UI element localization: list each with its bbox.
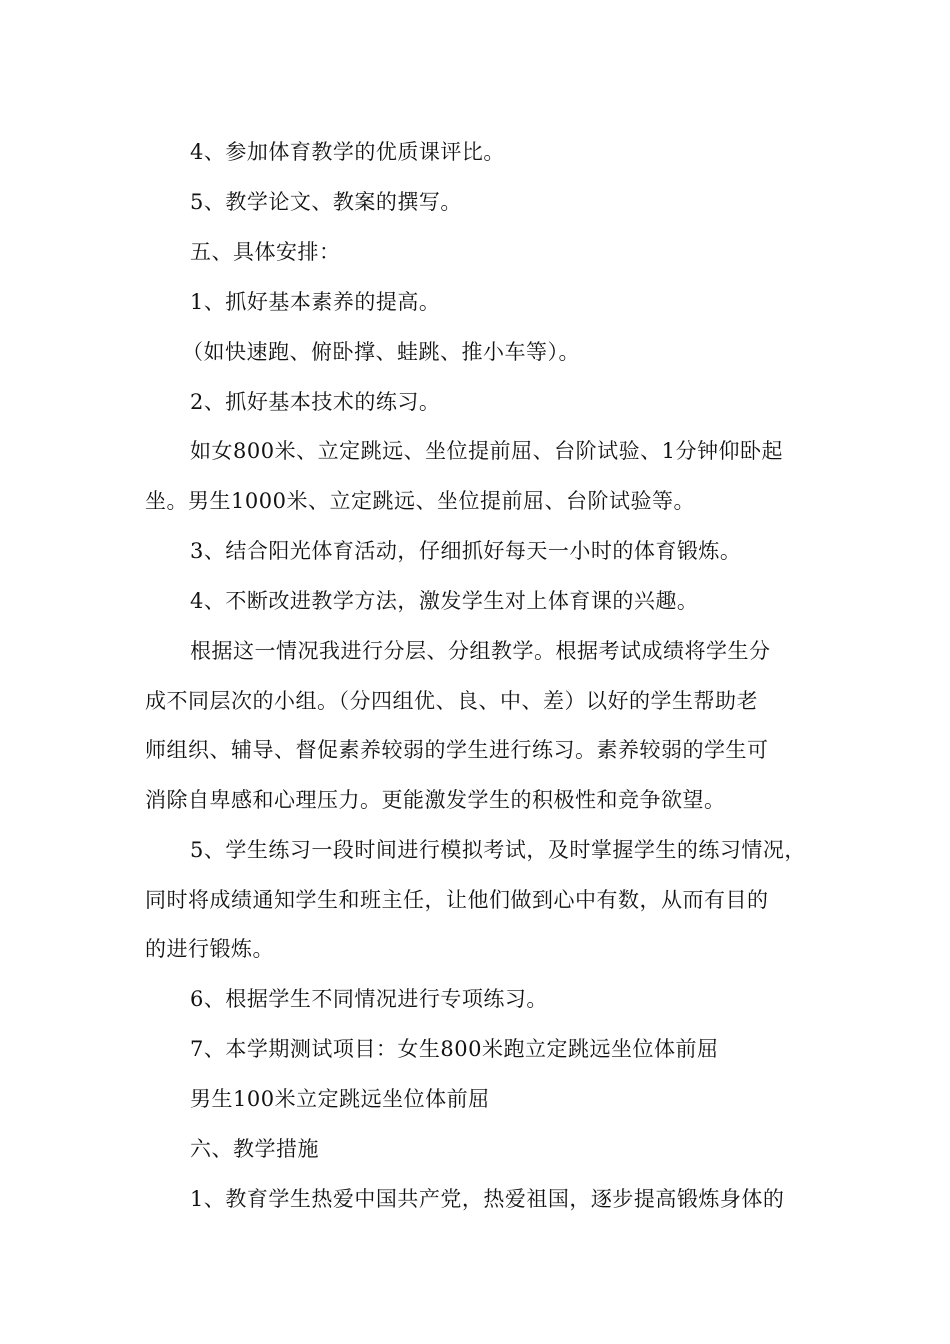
text-line-8: 坐。男生1000米、立定跳远、坐位提前屈、台阶试验等。	[145, 489, 695, 513]
text-line-12: 成不同层次的小组。（分四组优、良、中、差）以好的学生帮助老	[145, 689, 758, 713]
text-line-16: 同时将成绩通知学生和班主任，让他们做到心中有数，从而有目的	[145, 888, 769, 912]
text-line-7: 如女800米、立定跳远、坐位提前屈、台阶试验、1分钟仰卧起	[190, 439, 783, 463]
text-line-18: 6、根据学生不同情况进行专项练习。	[190, 987, 548, 1011]
text-line-20: 男生100米立定跳远坐位体前屈	[190, 1087, 490, 1111]
text-line-4: 1、抓好基本素养的提高。	[190, 290, 441, 314]
text-line-10: 4、不断改进教学方法，激发学生对上体育课的兴趣。	[190, 589, 699, 613]
text-line-13: 师组织、辅导、督促素养较弱的学生进行练习。素养较弱的学生可	[145, 738, 769, 762]
text-line-11: 根据这一情况我进行分层、分组教学。根据考试成绩将学生分	[190, 639, 771, 663]
text-line-15: 5、学生练习一段时间进行模拟考试，及时掌握学生的练习情况，	[190, 838, 806, 862]
text-line-1: 4、参加体育教学的优质课评比。	[190, 140, 505, 164]
text-line-14: 消除自卑感和心理压力。更能激发学生的积极性和竞争欲望。	[145, 788, 726, 812]
text-line-6: 2、抓好基本技术的练习。	[190, 390, 441, 414]
text-line-2: 5、教学论文、教案的撰写。	[190, 190, 462, 214]
text-line-22: 1、教育学生热爱中国共产党，热爱祖国，逐步提高锻炼身体的	[190, 1187, 785, 1211]
section-heading-6: 六、教学措施	[190, 1137, 319, 1161]
text-line-5: （如快速跑、俯卧撑、蛙跳、推小车等）。	[182, 340, 580, 364]
text-line-19: 7、本学期测试项目：女生800米跑立定跳远坐位体前屈	[190, 1037, 719, 1061]
text-line-17: 的进行锻炼。	[145, 937, 274, 961]
text-line-9: 3、结合阳光体育活动，仔细抓好每天一小时的体育锻炼。	[190, 539, 742, 563]
section-heading-5: 五、具体安排：	[190, 240, 341, 264]
